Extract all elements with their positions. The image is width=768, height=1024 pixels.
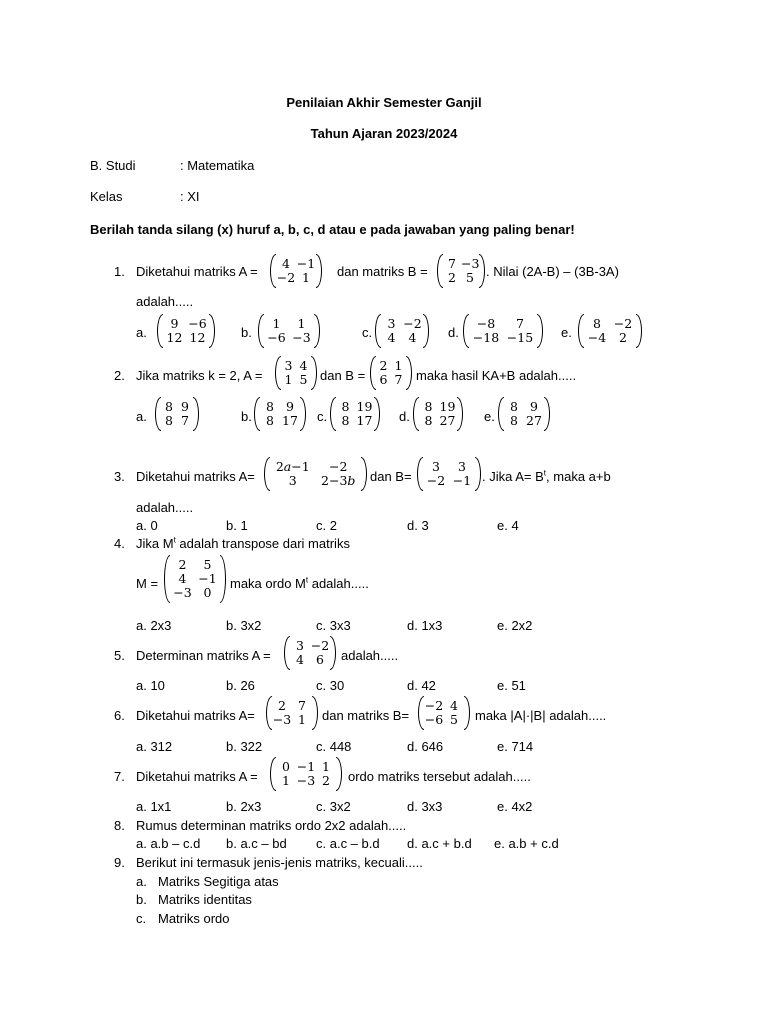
option-a: a. 10 xyxy=(136,678,165,693)
left-bracket xyxy=(330,397,336,431)
option-label: b. xyxy=(241,325,252,340)
option-matrix xyxy=(578,314,642,348)
matrix-cell: −6 xyxy=(424,712,444,727)
matrix-cell: 19 xyxy=(356,399,373,414)
matrix-cell: 8 xyxy=(424,413,433,428)
question-text: Determinan matriks A = xyxy=(136,648,271,663)
matrix-cell: 8 xyxy=(266,399,274,414)
matrix-cell: 3 xyxy=(387,316,396,331)
matrix-cell: 2−3𝑏 xyxy=(321,473,356,488)
left-bracket xyxy=(463,314,469,348)
question-text: . Jika $A= B^t$, maka a+b xyxy=(482,468,611,484)
option-e: e. 4x2 xyxy=(497,799,533,814)
matrix-cell: −2 xyxy=(310,638,330,653)
question-text: maka ordo $M^t$ adalah..... xyxy=(230,575,369,591)
matrix-cell: 7 xyxy=(298,698,306,713)
left-bracket xyxy=(417,457,423,491)
matrix-cell: 2𝑎−1 xyxy=(275,459,310,474)
left-bracket xyxy=(254,397,260,431)
left-bracket xyxy=(164,555,170,603)
matrix-cell: −3 xyxy=(296,773,316,788)
matrix-cell: 2 xyxy=(178,557,187,572)
matrix-cell: 7 xyxy=(516,316,524,331)
matrix-cell: 5 xyxy=(203,557,212,572)
matrix-cell: 1 xyxy=(297,316,306,331)
matrix-cell: 5 xyxy=(466,270,474,285)
matrix-cell: −2 xyxy=(329,459,348,474)
question-text: Diketahui matriks A= xyxy=(136,469,255,484)
matrix-cell: 5 xyxy=(450,712,458,727)
matrix-cell: −1 xyxy=(296,759,316,774)
left-bracket xyxy=(375,314,381,348)
option-c: c. 448 xyxy=(316,739,352,754)
matrix-cell: −8 xyxy=(476,316,496,331)
question-text: Rumus determinan matriks ordo 2x2 adalah..... xyxy=(136,818,407,833)
matrix-cell: 1 xyxy=(272,316,281,331)
question-text: adalah..... xyxy=(341,648,399,663)
option-d: d. 3x3 xyxy=(407,799,443,814)
matrix-cell: 27 xyxy=(526,413,542,428)
question-text: Diketahui matriks A = xyxy=(136,769,258,784)
matrix-cell: 0 xyxy=(203,585,212,600)
question-text: Jika matriks k = 2, A = xyxy=(136,368,263,383)
matrix-a xyxy=(270,254,322,288)
matrix-cell: −2 xyxy=(426,473,446,488)
matrix-cell: 2 xyxy=(448,270,456,285)
option-matrix xyxy=(157,314,215,348)
matrix-cell: −3 xyxy=(173,585,192,600)
matrix-b xyxy=(418,696,470,730)
option-label: c. xyxy=(317,409,328,424)
matrix-cell: 2 xyxy=(278,698,286,713)
matrix-cell: 17 xyxy=(282,413,298,428)
option-b: b. 3x2 xyxy=(226,618,262,633)
matrix-cell: 0 xyxy=(282,759,290,774)
matrix-cell: −6 xyxy=(267,330,286,345)
school-year: Tahun Ajaran 2023/2024 xyxy=(310,126,458,141)
matrix-cell: 3 xyxy=(288,473,297,488)
option-a: a. a.b – c.d xyxy=(136,836,201,851)
question-text: dan B = xyxy=(320,368,366,383)
instruction: Berilah tanda silang (x) huruf a, b, c, d atau e pada jawaban yang paling benar! xyxy=(90,222,575,237)
left-bracket xyxy=(270,757,276,791)
matrix-cell: 4 xyxy=(299,358,308,373)
matrix-b xyxy=(417,457,481,491)
left-bracket xyxy=(264,457,270,491)
question-number: 5. xyxy=(114,648,125,663)
class-value: : XI xyxy=(180,189,200,204)
left-bracket xyxy=(155,397,161,431)
option-e: e. 2x2 xyxy=(497,618,533,633)
matrix-b xyxy=(437,254,485,288)
option-d: d. 646 xyxy=(407,739,444,754)
matrix-b xyxy=(370,356,412,390)
option-label: a. xyxy=(136,409,147,424)
option-matrix xyxy=(155,397,199,431)
option-e: e. 4 xyxy=(497,518,519,533)
left-bracket xyxy=(437,254,443,288)
matrix-cell: −1 xyxy=(452,473,472,488)
matrix-cell: −2 xyxy=(613,316,633,331)
option-b: b. 2x3 xyxy=(226,799,262,814)
subject-label: B. Studi xyxy=(90,158,136,173)
option-b: b. 1 xyxy=(226,518,248,533)
question-text: dan matriks B= xyxy=(322,708,410,723)
matrix-cell: 6 xyxy=(316,652,324,667)
option-d: d. 3 xyxy=(407,518,429,533)
matrix-cell: 12 xyxy=(189,330,206,345)
option-matrix xyxy=(375,314,429,348)
left-bracket xyxy=(413,397,419,431)
matrix-cell: 4 xyxy=(450,698,458,713)
matrix-cell: 1 xyxy=(394,358,403,373)
question-number: 2. xyxy=(114,368,125,383)
matrix-cell: 8 xyxy=(341,399,350,414)
matrix-cell: −3 xyxy=(292,330,311,345)
option-e: e. 714 xyxy=(497,739,534,754)
matrix-m xyxy=(164,555,226,603)
matrix-cell: 4 xyxy=(408,330,417,345)
matrix-cell: 4 xyxy=(178,571,187,586)
matrix-cell: 5 xyxy=(299,372,308,387)
question-number: 3. xyxy=(114,469,125,484)
option-d: d. 42 xyxy=(407,678,436,693)
option-matrix xyxy=(413,397,463,431)
option-b: b. 322 xyxy=(226,739,263,754)
option-matrix xyxy=(463,314,543,348)
option-c: c. 3x3 xyxy=(316,618,351,633)
option-label: b. xyxy=(136,892,147,907)
option-label: d. xyxy=(448,325,459,340)
question-text: maka |A|·|B| adalah..... xyxy=(475,708,607,723)
matrix-cell: −6 xyxy=(188,316,207,331)
matrix-a xyxy=(275,356,317,390)
matrix-cell: −3 xyxy=(272,712,292,727)
matrix-cell: 1 xyxy=(298,712,306,727)
option-e: e. a.b + c.d xyxy=(494,836,559,851)
option-b: b. a.c – bd xyxy=(226,836,287,851)
matrix-cell: −15 xyxy=(506,330,534,345)
option-matrix xyxy=(330,397,380,431)
left-bracket xyxy=(157,314,163,348)
matrix-cell: 8 xyxy=(593,316,601,331)
matrix-cell: 2 xyxy=(379,358,388,373)
matrix-cell: −1 xyxy=(198,571,217,586)
option-a: a. 0 xyxy=(136,518,158,533)
matrix-cell: 9 xyxy=(170,316,179,331)
matrix-cell: 1 xyxy=(282,773,290,788)
left-bracket xyxy=(258,314,264,348)
matrix-cell: 4 xyxy=(282,256,290,271)
option-c: Matriks ordo xyxy=(158,911,230,926)
matrix-cell: 3 xyxy=(284,358,293,373)
left-bracket xyxy=(275,356,281,390)
question-number: 6. xyxy=(114,708,125,723)
matrix-cell: −4 xyxy=(587,330,607,345)
option-matrix xyxy=(254,397,306,431)
matrix-cell: 9 xyxy=(286,399,294,414)
matrix-cell: 8 xyxy=(165,413,173,428)
page-title: Penilaian Akhir Semester Ganjil xyxy=(286,95,482,110)
option-c: c. a.c – b.d xyxy=(316,836,380,851)
matrix-cell: −2 xyxy=(424,698,444,713)
matrix-cell: 4 xyxy=(387,330,396,345)
option-a: a. 1x1 xyxy=(136,799,172,814)
option-a: a. 2x3 xyxy=(136,618,172,633)
matrix-cell: 9 xyxy=(530,399,538,414)
question-text: maka hasil KA+B adalah..... xyxy=(416,368,577,383)
question-number: 1. xyxy=(114,264,125,279)
matrix-cell: 8 xyxy=(266,413,274,428)
question-number: 9. xyxy=(114,855,125,870)
option-e: e. 51 xyxy=(497,678,526,693)
left-bracket xyxy=(498,397,504,431)
question-text: Berikut ini termasuk jenis-jenis matriks, kecuali..... xyxy=(136,855,423,870)
left-bracket xyxy=(284,636,290,670)
option-matrix xyxy=(498,397,550,431)
left-bracket xyxy=(270,254,276,288)
matrix-cell: −3 xyxy=(461,256,480,271)
matrix-cell: 7 xyxy=(448,256,456,271)
question-text: ordo matriks tersebut adalah..... xyxy=(348,769,531,784)
question-text: Diketahui matriks A= xyxy=(136,708,255,723)
class-label: Kelas xyxy=(90,189,123,204)
matrix-cell: 17 xyxy=(356,413,373,428)
matrix-cell: 27 xyxy=(439,413,456,428)
question-text: dan B= xyxy=(370,469,412,484)
matrix-cell: 6 xyxy=(379,372,388,387)
matrix-cell: 8 xyxy=(341,413,350,428)
option-c: c. 2 xyxy=(316,518,337,533)
option-label: c. xyxy=(136,911,147,926)
question-text: adalah..... xyxy=(136,294,194,309)
question-text: Diketahui matriks A = xyxy=(136,264,258,279)
matrix-cell: −1 xyxy=(296,256,316,271)
option-a: Matriks Segitiga atas xyxy=(158,874,279,889)
matrix-cell: 8 xyxy=(165,399,173,414)
option-label: e. xyxy=(561,325,572,340)
matrix-a xyxy=(270,757,342,791)
matrix-cell: 1 xyxy=(302,270,310,285)
option-d: d. 1x3 xyxy=(407,618,443,633)
question-number: 7. xyxy=(114,769,125,784)
option-label: c. xyxy=(362,325,373,340)
option-label: e. xyxy=(484,409,495,424)
matrix-cell: 3 xyxy=(296,638,304,653)
matrix-cell: 3 xyxy=(432,459,440,474)
option-label: a. xyxy=(136,874,147,889)
matrix-a xyxy=(266,696,318,730)
matrix-cell: 9 xyxy=(181,399,189,414)
option-d: d. a.c + b.d xyxy=(407,836,472,851)
matrix-cell: 8 xyxy=(510,413,518,428)
option-a: a. 312 xyxy=(136,739,173,754)
left-bracket xyxy=(418,696,424,730)
question-text: adalah..... xyxy=(136,500,194,515)
matrix-cell: 19 xyxy=(439,399,456,414)
matrix-a xyxy=(264,457,367,491)
matrix-cell: 7 xyxy=(394,372,403,387)
question-text: dan matriks B = xyxy=(337,264,428,279)
matrix-cell: 8 xyxy=(510,399,518,414)
left-bracket xyxy=(370,356,376,390)
option-matrix xyxy=(258,314,320,348)
matrix-cell: 1 xyxy=(284,372,293,387)
option-b: b. 26 xyxy=(226,678,255,693)
question-text: Jika $M^t$ adalah transpose dari matriks xyxy=(136,535,350,551)
option-label: a. xyxy=(136,325,147,340)
option-b: Matriks identitas xyxy=(158,892,252,907)
left-bracket xyxy=(266,696,272,730)
matrix-cell: −18 xyxy=(472,330,500,345)
question-text: . Nilai (2A-B) – (3B-3A) xyxy=(486,264,619,279)
option-label: d. xyxy=(399,409,410,424)
question-text: M = xyxy=(136,576,159,591)
question-number: 4. xyxy=(114,536,125,551)
matrix-cell: 2 xyxy=(322,773,330,788)
left-bracket xyxy=(578,314,584,348)
subject-value: : Matematika xyxy=(180,158,255,173)
matrix-cell: 12 xyxy=(166,330,183,345)
matrix-cell: 7 xyxy=(181,413,189,428)
matrix-cell: −2 xyxy=(276,270,296,285)
option-c: c. 3x2 xyxy=(316,799,351,814)
matrix-cell: 3 xyxy=(458,459,466,474)
option-label: b. xyxy=(241,409,252,424)
matrix-a xyxy=(284,636,336,670)
matrix-cell: 4 xyxy=(296,652,304,667)
matrix-cell: 1 xyxy=(322,759,330,774)
matrix-cell: 8 xyxy=(424,399,433,414)
question-number: 8. xyxy=(114,818,125,833)
option-c: c. 30 xyxy=(316,678,345,693)
matrix-cell: 2 xyxy=(619,330,627,345)
matrix-cell: −2 xyxy=(403,316,422,331)
